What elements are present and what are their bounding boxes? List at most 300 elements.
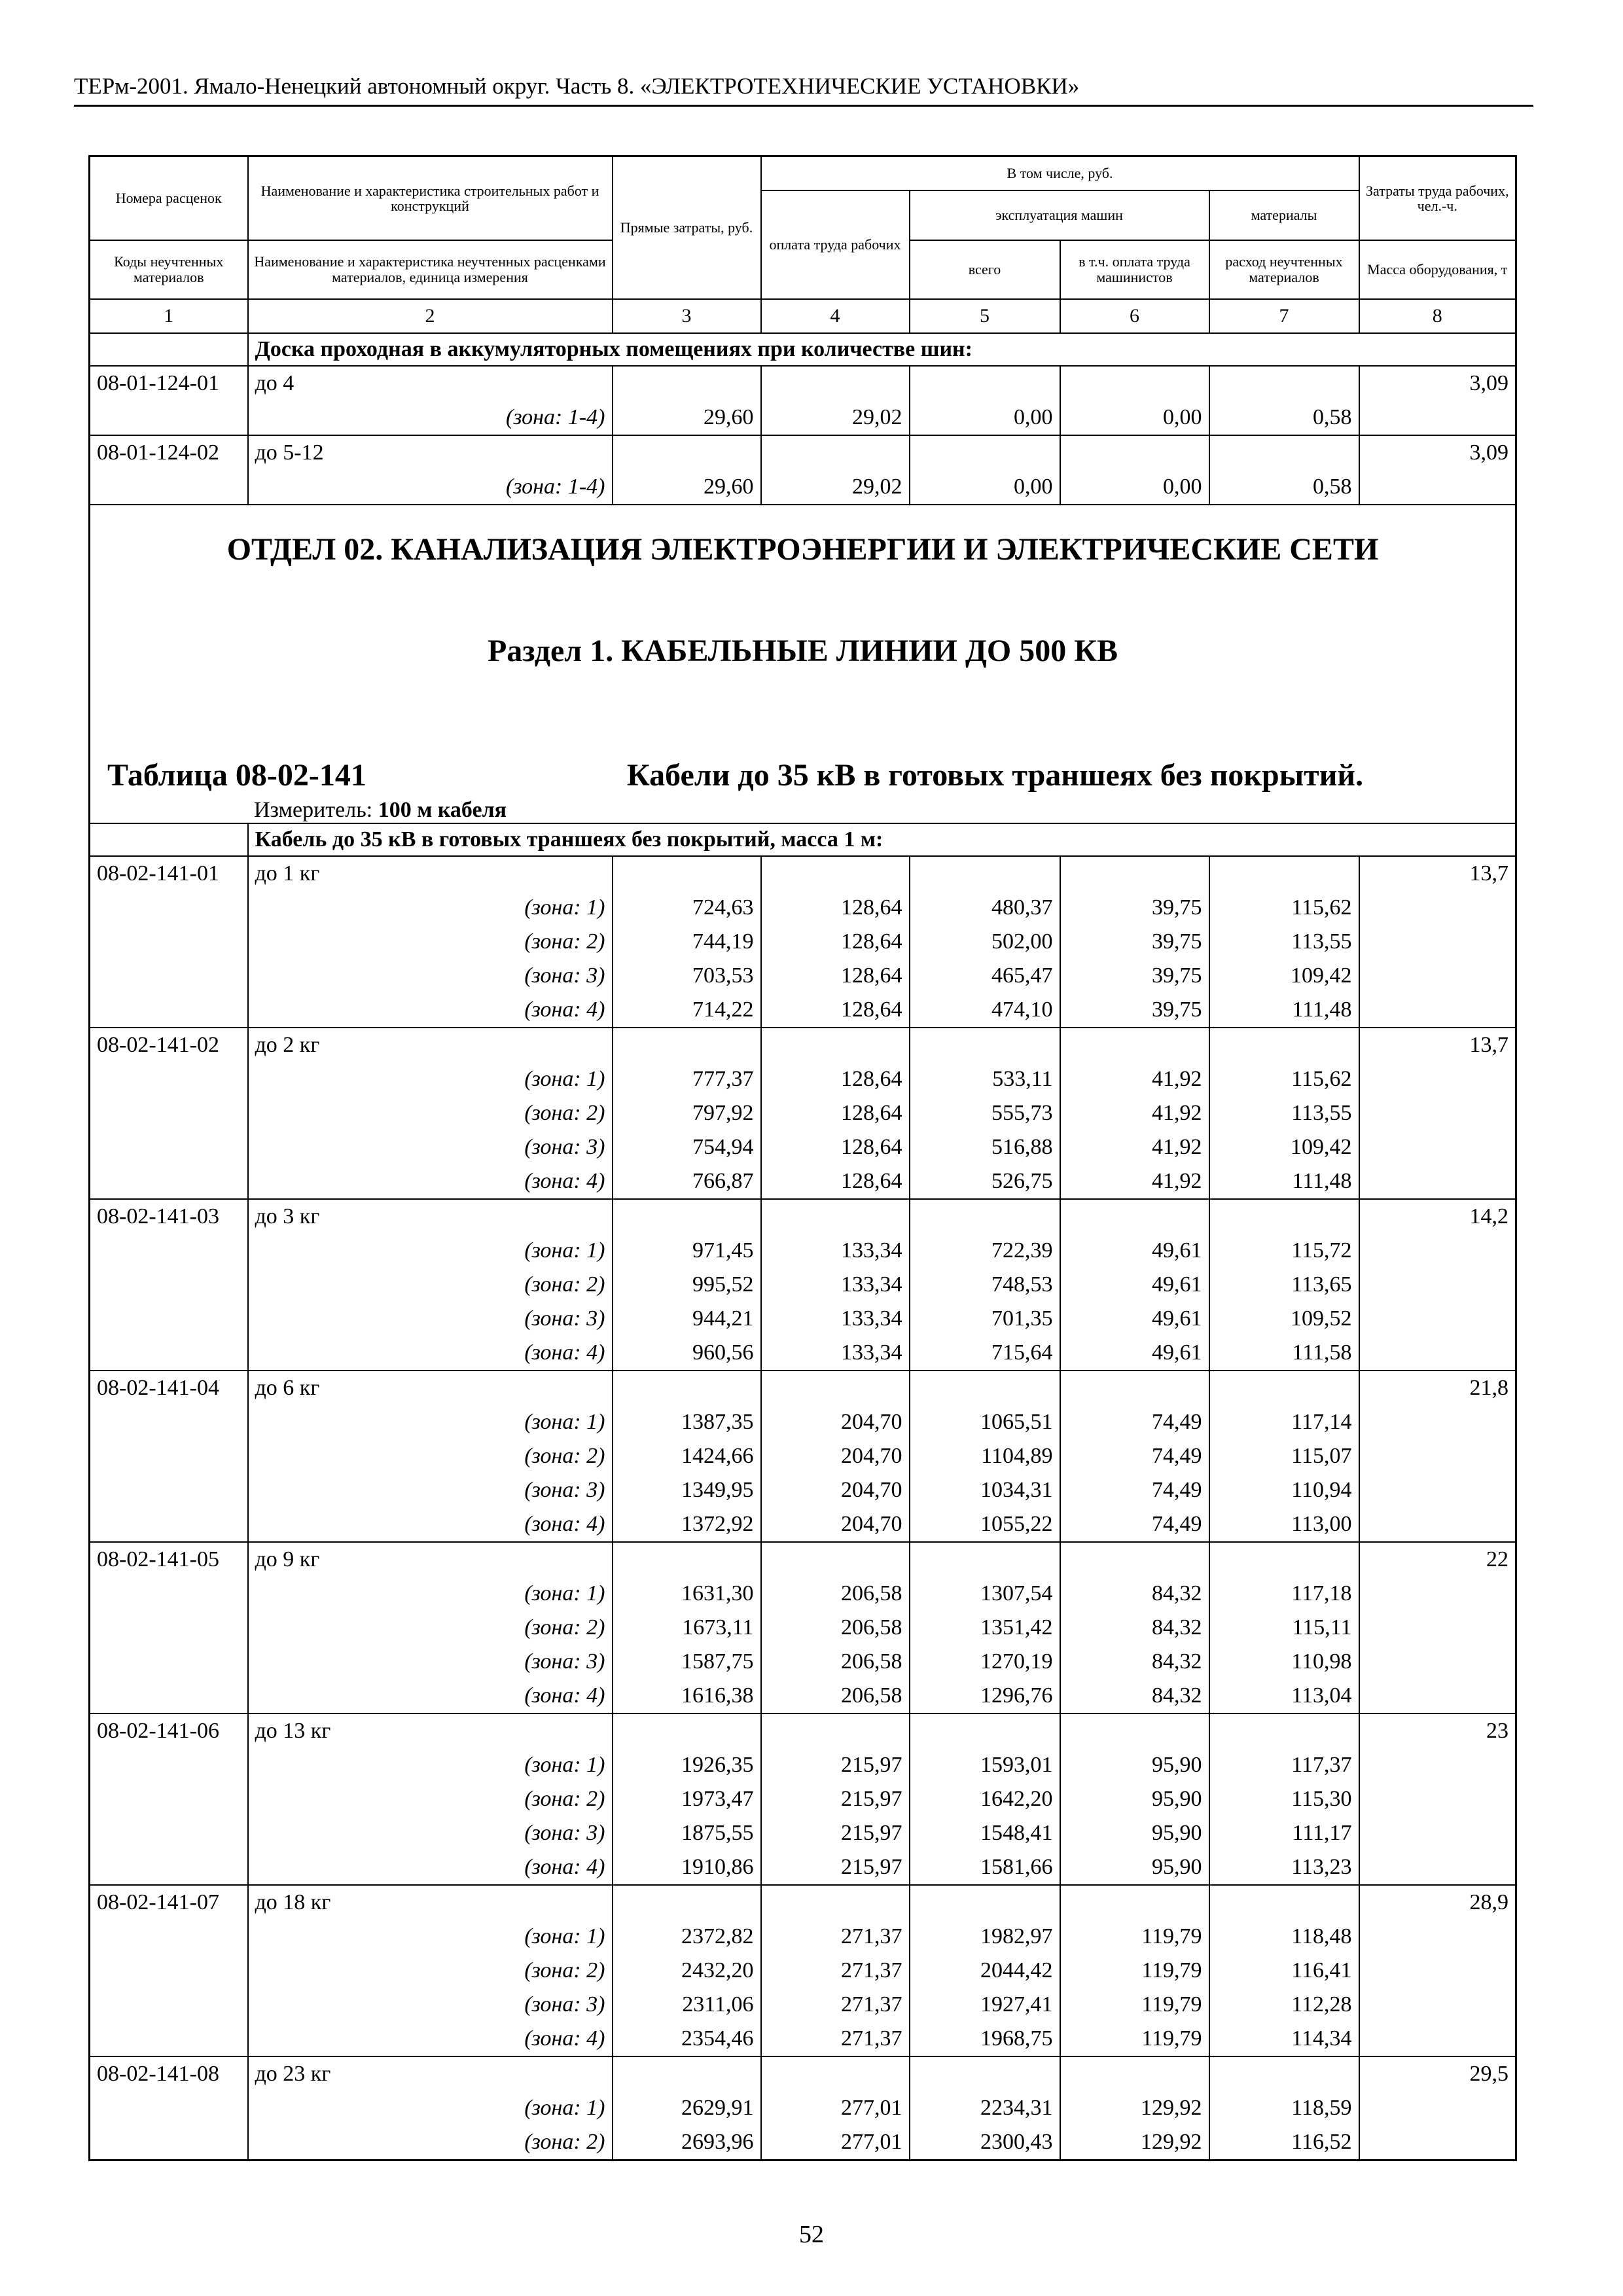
empty-cell [761,1371,910,1405]
materials: 116,52 [1209,2125,1359,2161]
machines-total: 555,73 [910,1096,1060,1130]
column-number: 1 [90,299,248,333]
empty-cell [1359,1268,1516,1302]
machinist-pay: 95,90 [1060,1782,1209,1816]
materials: 110,94 [1209,1473,1359,1507]
empty-cell [1060,856,1209,891]
header-material-names: Наименование и характеристика неучтенных расценками материалов, единица измерения [248,240,613,299]
materials: 113,65 [1209,1268,1359,1302]
machinist-pay: 74,49 [1060,1439,1209,1473]
machines-total: 1034,31 [910,1473,1060,1507]
empty-cell [1359,1062,1516,1096]
empty-cell [90,1473,248,1507]
materials: 0,58 [1209,401,1359,435]
rate-code: 08-02-141-01 [90,856,248,891]
direct-costs: 2432,20 [613,1954,761,1988]
direct-costs: 1372,92 [613,1507,761,1542]
header-worker-pay: оплата труда рабочих [761,190,910,299]
measure-value: 100 м кабеля [378,797,507,822]
header-material-codes: Коды неучтенных материалов [90,240,248,299]
zone-row [90,2091,1516,2125]
direct-costs: 714,22 [613,993,761,1028]
empty-cell [1209,1713,1359,1748]
materials: 111,48 [1209,993,1359,1028]
materials: 111,17 [1209,1816,1359,1850]
empty-cell [1359,1988,1516,2022]
empty-cell [90,959,248,993]
materials: 115,62 [1209,891,1359,925]
zone-row [90,401,1516,435]
materials: 113,23 [1209,1850,1359,1885]
section-block [90,505,1516,823]
zone-row [90,1645,1516,1679]
zone-row [90,1611,1516,1645]
machinist-pay: 84,32 [1060,1679,1209,1713]
worker-pay: 128,64 [761,1164,910,1199]
rate-code: 08-02-141-08 [90,2056,248,2091]
empty-cell [1359,1130,1516,1164]
empty-cell [1359,470,1516,505]
direct-costs: 1973,47 [613,1782,761,1816]
materials: 109,52 [1209,1302,1359,1336]
worker-pay: 133,34 [761,1268,910,1302]
section-subtitle: Раздел 1. КАБЕЛЬНЫЕ ЛИНИИ ДО 500 КВ [487,633,1118,668]
worker-pay: 128,64 [761,1062,910,1096]
zone-label: (зона: 2) [248,2125,613,2161]
direct-costs: 995,52 [613,1268,761,1302]
empty-cell [613,1713,761,1748]
materials: 109,42 [1209,1130,1359,1164]
direct-costs: 2693,96 [613,2125,761,2161]
empty-cell [910,856,1060,891]
machines-total: 526,75 [910,1164,1060,1199]
zone-label: (зона: 4) [248,1679,613,1713]
worker-pay: 204,70 [761,1439,910,1473]
worker-pay: 206,58 [761,1577,910,1611]
zone-row [90,1679,1516,1713]
worker-pay: 128,64 [761,925,910,959]
worker-pay: 206,58 [761,1645,910,1679]
direct-costs: 2354,46 [613,2022,761,2056]
materials: 111,48 [1209,1164,1359,1199]
machines-total: 0,00 [910,470,1060,505]
worker-pay: 29,02 [761,401,910,435]
group1-body [90,333,1516,505]
zone-label: (зона: 3) [248,1130,613,1164]
empty-cell [1359,2022,1516,2056]
machinist-pay: 49,61 [1060,1336,1209,1371]
empty-cell [90,470,248,505]
empty-cell [613,366,761,401]
empty-cell [90,1954,248,1988]
direct-costs: 1616,38 [613,1679,761,1713]
empty-cell [1359,1954,1516,1988]
zone-label: (зона: 1) [248,1577,613,1611]
labor-costs: 28,9 [1359,1885,1516,1920]
empty-cell [761,435,910,470]
zone-row [90,1405,1516,1439]
empty-cell [910,435,1060,470]
empty-cell [90,1164,248,1199]
materials: 115,11 [1209,1611,1359,1645]
empty-cell [1359,1782,1516,1816]
empty-cell [1209,366,1359,401]
worker-pay: 204,70 [761,1473,910,1507]
zone-row [90,470,1516,505]
header-direct-costs: Прямые затраты, руб. [613,156,761,299]
column-number: 7 [1209,299,1359,333]
direct-costs: 744,19 [613,925,761,959]
table-row [90,856,1516,891]
empty-cell [613,856,761,891]
materials: 117,37 [1209,1748,1359,1782]
table-header [90,156,1516,299]
machines-total: 1296,76 [910,1679,1060,1713]
direct-costs: 2311,06 [613,1988,761,2022]
materials: 117,18 [1209,1577,1359,1611]
machines-total: 722,39 [910,1234,1060,1268]
worker-pay: 128,64 [761,993,910,1028]
zone-label: (зона: 4) [248,1850,613,1885]
empty-cell [1359,891,1516,925]
measure-unit [254,798,507,823]
machinist-pay: 39,75 [1060,959,1209,993]
empty-cell [1359,1577,1516,1611]
empty-cell [613,2056,761,2091]
materials: 118,59 [1209,2091,1359,2125]
zone-row [90,925,1516,959]
worker-pay: 133,34 [761,1336,910,1371]
group-title: Кабель до 35 кВ в готовых траншеях без покрытий, масса 1 м: [248,823,1516,856]
empty-cell [1359,959,1516,993]
zone-label: (зона: 1) [248,2091,613,2125]
empty-cell [613,1028,761,1062]
machinist-pay: 74,49 [1060,1405,1209,1439]
header-in-total: В том числе, руб. [761,156,1359,190]
machines-total: 1642,20 [910,1782,1060,1816]
worker-pay: 277,01 [761,2091,910,2125]
empty-cell [1060,1028,1209,1062]
empty-cell [761,1885,910,1920]
empty-cell [90,1577,248,1611]
machinist-pay: 84,32 [1060,1611,1209,1645]
table-row [90,1199,1516,1234]
empty-cell [1209,856,1359,891]
empty-cell [1359,1920,1516,1954]
direct-costs: 1875,55 [613,1816,761,1850]
zone-label: (зона: 4) [248,1507,613,1542]
labor-costs: 29,5 [1359,2056,1516,2091]
zone-row [90,1577,1516,1611]
empty-cell [910,2056,1060,2091]
labor-costs: 22 [1359,1542,1516,1577]
zone-row [90,1234,1516,1268]
rate-name: до 18 кг [248,1885,613,1920]
rate-name: до 23 кг [248,2056,613,2091]
empty-cell [1209,1885,1359,1920]
empty-cell [90,1096,248,1130]
zone-label: (зона: 1) [248,891,613,925]
rate-name: до 4 [248,366,613,401]
rate-code: 08-02-141-06 [90,1713,248,1748]
header-work-name: Наименование и характеристика строительных работ и конструкций [248,156,613,240]
zone-label: (зона: 4) [248,1336,613,1371]
machinist-pay: 119,79 [1060,1954,1209,1988]
labor-costs: 13,7 [1359,1028,1516,1062]
zone-row [90,1988,1516,2022]
zone-label: (зона: 2) [248,1268,613,1302]
worker-pay: 128,64 [761,1130,910,1164]
machines-total: 1581,66 [910,1850,1060,1885]
direct-costs: 766,87 [613,1164,761,1199]
direct-costs: 29,60 [613,470,761,505]
empty-cell [90,1850,248,1885]
machinist-pay: 41,92 [1060,1096,1209,1130]
machines-total: 480,37 [910,891,1060,925]
machines-total: 502,00 [910,925,1060,959]
direct-costs: 777,37 [613,1062,761,1096]
materials: 113,00 [1209,1507,1359,1542]
machines-total: 474,10 [910,993,1060,1028]
empty-cell [90,1268,248,1302]
zone-label: (зона: 3) [248,1988,613,2022]
zone-label: (зона: 2) [248,1439,613,1473]
worker-pay: 204,70 [761,1507,910,1542]
rate-name: до 5-12 [248,435,613,470]
empty-cell [1359,401,1516,435]
header-equipment-mass: Масса оборудования, т [1359,240,1516,299]
machinist-pay: 74,49 [1060,1507,1209,1542]
header-machinist-pay: в т.ч. оплата труда машинистов [1060,240,1209,299]
zone-label: (зона: 2) [248,925,613,959]
table-row [90,2056,1516,2091]
zone-label: (зона: 1) [248,1234,613,1268]
worker-pay: 271,37 [761,1988,910,2022]
machinist-pay: 0,00 [1060,470,1209,505]
machines-total: 715,64 [910,1336,1060,1371]
table-row [90,366,1516,401]
zone-label: (зона: 3) [248,1816,613,1850]
empty-cell [90,925,248,959]
machinist-pay: 0,00 [1060,401,1209,435]
zone-row [90,1782,1516,1816]
direct-costs: 1910,86 [613,1850,761,1885]
header-materials: материалы [1209,190,1359,240]
empty-cell [910,1713,1060,1748]
page-header: ТЕРм-2001. Ямало-Ненецкий автономный округ. Часть 8. «ЭЛЕКТРОТЕХНИЧЕСКИЕ УСТАНОВКИ» [74,73,1533,107]
worker-pay: 215,97 [761,1782,910,1816]
column-number: 5 [910,299,1060,333]
machines-total: 1968,75 [910,2022,1060,2056]
zone-row [90,1920,1516,1954]
materials: 113,55 [1209,925,1359,959]
zone-row [90,1439,1516,1473]
empty-cell [1060,1199,1209,1234]
machinist-pay: 119,79 [1060,2022,1209,2056]
empty-cell [90,1679,248,1713]
empty-cell [90,993,248,1028]
machinist-pay: 41,92 [1060,1130,1209,1164]
materials: 113,55 [1209,1096,1359,1130]
worker-pay: 204,70 [761,1405,910,1439]
machines-total: 1307,54 [910,1577,1060,1611]
worker-pay: 277,01 [761,2125,910,2161]
zone-row [90,1062,1516,1096]
empty-cell [1209,1199,1359,1234]
direct-costs: 29,60 [613,401,761,435]
column-number: 8 [1359,299,1516,333]
empty-cell [90,1062,248,1096]
section-title: ОТДЕЛ 02. КАНАЛИЗАЦИЯ ЭЛЕКТРОЭНЕРГИИ И ЭЛЕКТРИЧЕСКИЕ СЕТИ [226,531,1379,567]
header-machines-total: всего [910,240,1060,299]
empty-cell [910,1885,1060,1920]
header-unaccounted-materials: расход неучтенных материалов [1209,240,1359,299]
empty-cell [761,2056,910,2091]
empty-cell [90,1439,248,1473]
materials: 115,62 [1209,1062,1359,1096]
empty-cell [761,1713,910,1748]
materials: 114,34 [1209,2022,1359,2056]
materials: 112,28 [1209,1988,1359,2022]
labor-costs: 14,2 [1359,1199,1516,1234]
zone-row [90,2022,1516,2056]
empty-cell [761,856,910,891]
empty-cell [1359,1234,1516,1268]
measure-label: Измеритель: [254,797,373,822]
zone-label: (зона: 1) [248,1405,613,1439]
empty-cell [613,1199,761,1234]
empty-cell [1060,2056,1209,2091]
table-row [90,435,1516,470]
empty-cell [1359,2091,1516,2125]
direct-costs: 1631,30 [613,1577,761,1611]
machines-total: 516,88 [910,1130,1060,1164]
zone-row [90,1268,1516,1302]
machinist-pay: 119,79 [1060,1920,1209,1954]
machinist-pay: 119,79 [1060,1988,1209,2022]
zone-label: (зона: 2) [248,1611,613,1645]
worker-pay: 215,97 [761,1748,910,1782]
header-rate-numbers: Номера расценок [90,156,248,240]
table-number: Таблица 08-02-141 [107,757,366,793]
machinist-pay: 95,90 [1060,1748,1209,1782]
rate-code: 08-02-141-03 [90,1199,248,1234]
machinist-pay: 39,75 [1060,993,1209,1028]
empty-cell [90,2022,248,2056]
direct-costs: 797,92 [613,1096,761,1130]
empty-cell [1359,1645,1516,1679]
empty-cell [1359,1473,1516,1507]
header-labor-costs: Затраты труда рабочих, чел.-ч. [1359,156,1516,240]
rate-code: 08-02-141-02 [90,1028,248,1062]
empty-cell [90,1234,248,1268]
column-number: 3 [613,299,761,333]
empty-cell [1359,1611,1516,1645]
zone-row [90,1850,1516,1885]
rate-name: до 13 кг [248,1713,613,1748]
machinist-pay: 84,32 [1060,1645,1209,1679]
zone-row [90,1302,1516,1336]
machinist-pay: 39,75 [1060,891,1209,925]
direct-costs: 1387,35 [613,1405,761,1439]
worker-pay: 206,58 [761,1611,910,1645]
group2-body [90,823,1516,2161]
table-row [90,1371,1516,1405]
zone-label: (зона: 3) [248,1473,613,1507]
empty-cell [1209,435,1359,470]
labor-costs: 23 [1359,1713,1516,1748]
column-number: 4 [761,299,910,333]
worker-pay: 206,58 [761,1679,910,1713]
rate-code: 08-02-141-05 [90,1542,248,1577]
zone-row [90,1507,1516,1542]
zone-label: (зона: 1) [248,1062,613,1096]
worker-pay: 271,37 [761,1920,910,1954]
empty-cell [1359,925,1516,959]
zone-label: (зона: 4) [248,2022,613,2056]
labor-costs: 3,09 [1359,366,1516,401]
zone-label: (зона: 1-4) [248,470,613,505]
zone-label: (зона: 2) [248,1096,613,1130]
zone-row [90,1336,1516,1371]
empty-cell [1209,1542,1359,1577]
empty-cell [1359,2125,1516,2161]
empty-cell [90,401,248,435]
zone-row [90,2125,1516,2161]
worker-pay: 29,02 [761,470,910,505]
machines-total: 465,47 [910,959,1060,993]
empty-cell [1359,1850,1516,1885]
empty-cell [1209,1028,1359,1062]
empty-cell [90,1611,248,1645]
materials: 110,98 [1209,1645,1359,1679]
zone-row [90,1748,1516,1782]
machines-total: 1351,42 [910,1611,1060,1645]
empty-cell [1359,993,1516,1028]
machines-total: 1593,01 [910,1748,1060,1782]
empty-cell [90,2125,248,2161]
labor-costs: 21,8 [1359,1371,1516,1405]
rate-code: 08-01-124-01 [90,366,248,401]
materials: 109,42 [1209,959,1359,993]
empty-cell [1359,1679,1516,1713]
empty-cell [1359,1302,1516,1336]
labor-costs: 13,7 [1359,856,1516,891]
empty-cell [90,1405,248,1439]
empty-cell [90,1336,248,1371]
machinist-pay: 49,61 [1060,1234,1209,1268]
direct-costs: 944,21 [613,1302,761,1336]
worker-pay: 215,97 [761,1816,910,1850]
empty-cell [90,1130,248,1164]
empty-cell [90,891,248,925]
empty-cell [613,1371,761,1405]
column-number: 6 [1060,299,1209,333]
empty-cell [910,1542,1060,1577]
zone-label: (зона: 3) [248,1302,613,1336]
machinist-pay: 129,92 [1060,2091,1209,2125]
direct-costs: 960,56 [613,1336,761,1371]
direct-costs: 703,53 [613,959,761,993]
zone-row [90,959,1516,993]
machines-total: 1548,41 [910,1816,1060,1850]
empty-cell [1060,1371,1209,1405]
column-numbers [90,299,1516,333]
worker-pay: 128,64 [761,1096,910,1130]
direct-costs: 2372,82 [613,1920,761,1954]
machines-total: 1055,22 [910,1507,1060,1542]
zone-row [90,1096,1516,1130]
